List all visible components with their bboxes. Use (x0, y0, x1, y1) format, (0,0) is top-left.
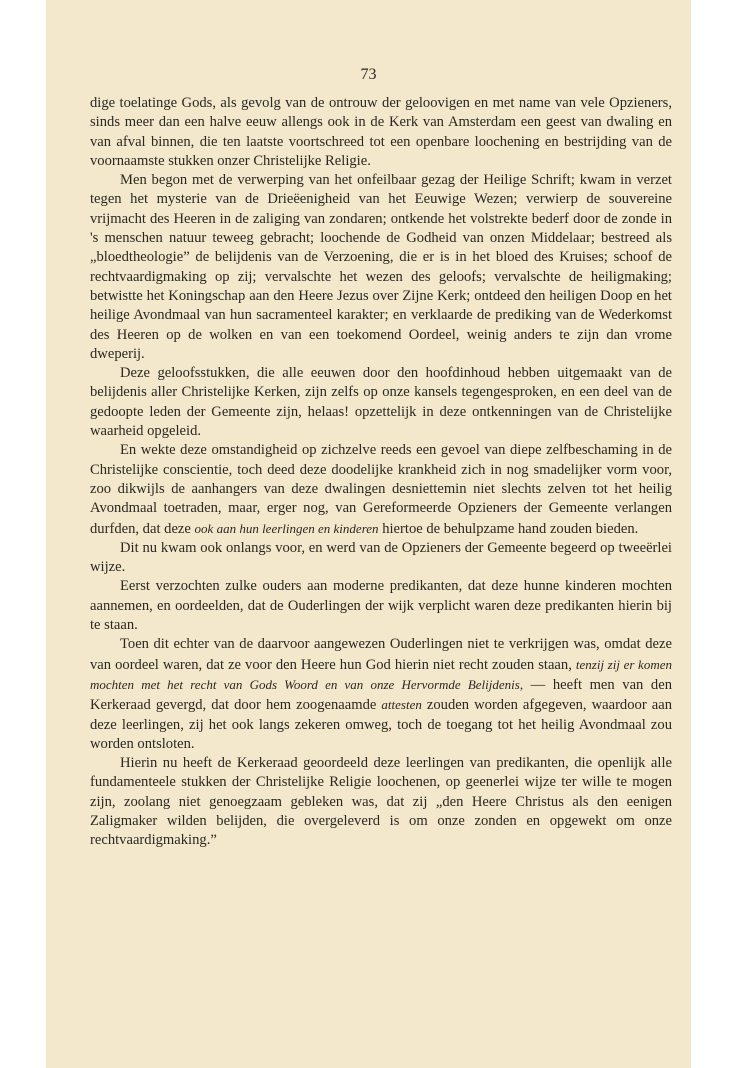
paragraph-7-text-after: zouden worden afgegeven, waardoor aan deze leerlingen, zij het ook langs zekeren omweg, toch de toegang tot het heilig Avondmaal zou worden ontsloten. (90, 697, 672, 752)
book-page (46, 0, 691, 1068)
paragraph-7-text-mid: — heeft men van den Kerkeraad gevergd, dat door hem zoogenaamde (90, 676, 672, 714)
paragraph-5: Dit nu kwam ook onlangs voor, en werd van de Opzieners der Gemeente begeerd op tweeërlei wijze. (90, 539, 672, 576)
paragraph-4-text-before: En wekte deze omstandigheid op zichzelve reeds een gevoel van diepe zelfbeschaming in de Christelijke conscientie, toch deed deze doodelijke krankheid zich in nog smadelijker vorm voor, zoo dikwijls de aanhangers van deze dwalingen desniettemin niet slechts zelven tot het heilig Avondmaal toetraden, maar, erger nog, van Gereformeerde Opzieners der Gemeente verlangen durfden, dat deze (90, 442, 672, 537)
paragraph-6: Eerst verzochten zulke ouders aan moderne predikanten, dat deze hunne kinderen mochten aannemen, en oordeelden, dat de Ouderlingen der wijk verplicht waren deze predikanten hierin bij te staan. (90, 578, 672, 634)
paragraph-4 (90, 441, 672, 538)
body-text (90, 94, 672, 851)
paragraph-1: dige toelatinge Gods, als gevolg van de ontrouw der geloovigen en met name van vele Opzieners, sinds meer dan een halve eeuw allengs ook in de Kerk van Amsterdam een geest van dwaling en van afval binnen, die ten laatste voortschreed tot een openbare loochening en bestrijding van de voornaamste stukken onzer Christelijke Religie. (90, 95, 672, 169)
paragraph-4-italic: ook aan hun leerlingen en kinderen (194, 520, 379, 536)
paragraph-7-italic: tenzij zij er komen mochten met het recht van Gods Woord en van onze Hervormde Belijdenis, (90, 656, 672, 692)
page-number: 73 (360, 66, 377, 83)
paragraph-4-text-after: hiertoe de behulpzame hand zouden bieden. (382, 520, 639, 537)
paragraph-2: Men begon met de verwerping van het onfeilbaar gezag der Heilige Schrift; kwam in verzet tegen het mysterie van de Drieëenigheid van het Eeuwige Wezen; verwierp de souvereine vrijmacht des Heeren in de zaliging van zondaren; ontkende het volstrekte bederf door de zonde in 's menschen natuur teweeg gebracht; loochende de Godheid van onzen Middelaar; bestreed als „bloedtheologie” de belijdenis van de Verzoening, die er is in het bloed des Kruises; schoof de rechtvaardigmaking op zij; vervalschte het wezen des geloofs; vervalschte de heiligmaking; betwistte het Koningschap aan den Heere Jezus over Zijne Kerk; ontdeed den heiligen Doop en het heilige Avondmaal van hun sacramenteel karakter; en verklaarde de prediking van de Wederkomst des Heeren op de wolken en van een toekomend Oordeel, weinig anders te zijn dan vrome dweperij. (90, 172, 672, 362)
paragraph-7-text-before: Toen dit echter van de daarvoor aangewezen Ouderlingen niet te verkrijgen was, omdat deze van oordeel waren, dat ze voor den Heere hun God hierin niet recht zouden staan, (90, 636, 672, 673)
paragraph-3: Deze geloofsstukken, die alle eeuwen door den hoofdinhoud hebben uitgemaakt van de belijdenis aller Christelijke Kerken, zijn zelfs op onze kansels tegengesproken, en een deel van de gedoopte leden der Gemeente zijn, helaas! opzettelijk in deze ontkenningen van de Christelijke waarheid opgeleid. (90, 365, 672, 440)
paragraph-8: Hierin nu heeft de Kerkeraad geoordeeld deze leerlingen van predikanten, die openlijk alle fundamenteele stukken der Christelijke Religie loochenen, op geenerlei wijze ter wille te mogen zijn, zoolang niet genoegzaam gebleken was, dat zij „den Heere Christus als den eenigen Zaligmaker wilden belijden, die overgeleverd is om onze zonden en opgewekt om onze rechtvaardigmaking.” (90, 755, 672, 849)
paragraph-7 (90, 635, 672, 754)
paragraph-7-italic-2: attesten (381, 697, 422, 713)
